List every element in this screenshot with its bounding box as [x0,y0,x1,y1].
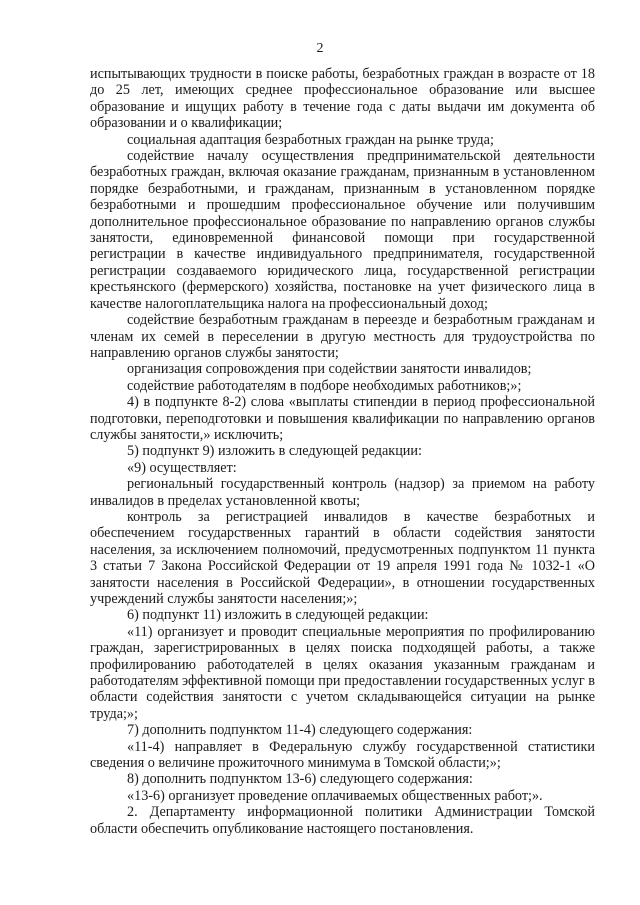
paragraph: содействие работодателям в подборе необходимых работников;»; [127,377,522,394]
paragraph: 7) дополнить подпунктом 11-4) следующего содержания: [127,722,473,739]
document-body [90,66,595,837]
paragraph: содействие началу осуществления предпринимательской деятельности безработных граждан, включая оказание гражданам, признанным в установленном порядке безработными, и гражданам, признанным в установленном порядке безработными и прошедшим профессиональное обучение или получившим дополнительное профессиональное образование по направлению органов службы занятости, единовременной финансовой помощи при государственной регистрации в качестве индивидуального предпринимателя, государственной регистрации создаваемого юридического лица, государственной регистрации крестьянского (фермерского) хозяйства, постановке на учет физического лица в качестве налогоплательщика налога на профессиональный доход; [90,148,595,312]
paragraph: «11) организует и проводит специальные мероприятия по профилированию граждан, зарегистрированных в целях поиска подходящей работы, а также профилированию работодателей в целях оказания указанным гражданам и работодателям эффективной помощи при предоставлении государственных услуг в области содействия занятости с учетом складывающейся ситуации на рынке труда;»; [90,623,595,722]
paragraph: 6) подпункт 11) изложить в следующей редакции: [127,607,429,624]
paragraph: «13-6) организует проведение оплачиваемых общественных работ;». [127,787,543,804]
page-number: 2 [316,41,324,56]
paragraph: региональный государственный контроль (надзор) за приемом на работу инвалидов в пределах установленной квоты; [90,476,595,509]
paragraph: социальная адаптация безработных граждан на рынке труда; [127,131,494,148]
paragraph: «11-4) направляет в Федеральную службу государственной статистики сведения о величине прожиточного минимума в Томской области;»; [90,738,595,772]
paragraph: 4) в подпункте 8-2) слова «выплаты стипендии в период профессиональной подготовки, переподготовки и повышения квалификации по направлению органов службы занятости,» исключить; [90,394,595,443]
paragraph: организация сопровождения при содействии занятости инвалидов; [127,361,532,378]
paragraph: 2. Департаменту информационной политики Администрации Томской области обеспечить опубликование настоящего постановления. [90,804,595,837]
paragraph: «9) осуществляет: [127,459,237,476]
paragraph-continuation: испытывающих трудности в поиске работы, безработных граждан в возрасте от 18 до 25 лет, имеющих среднее профессиональное образование или высшее образование и ищущих работу в течение года с даты выдачи им документа об образовании и о квалификации; [90,66,595,132]
paragraph: содействие безработным гражданам в переезде и безработным гражданам и членам их семей в переселении в другую местность для трудоустройства по направлению органов службы занятости; [90,312,595,361]
paragraph: 5) подпункт 9) изложить в следующей редакции: [127,443,422,460]
paragraph: контроль за регистрацией инвалидов в качестве безработных и обеспечением государственных гарантий в области содействия занятости населения, за исключением полномочий, предусмотренных подпунктом 11 пункта 3 статьи 7 Закона Российской Федерации от 19 апреля 1991 года № 1032-1 «О занятости населения в Российской Федерации», в отношении государственных учреждений службы занятости населения;»; [90,508,595,607]
paragraph: 8) дополнить подпунктом 13-6) следующего содержания: [127,771,473,788]
